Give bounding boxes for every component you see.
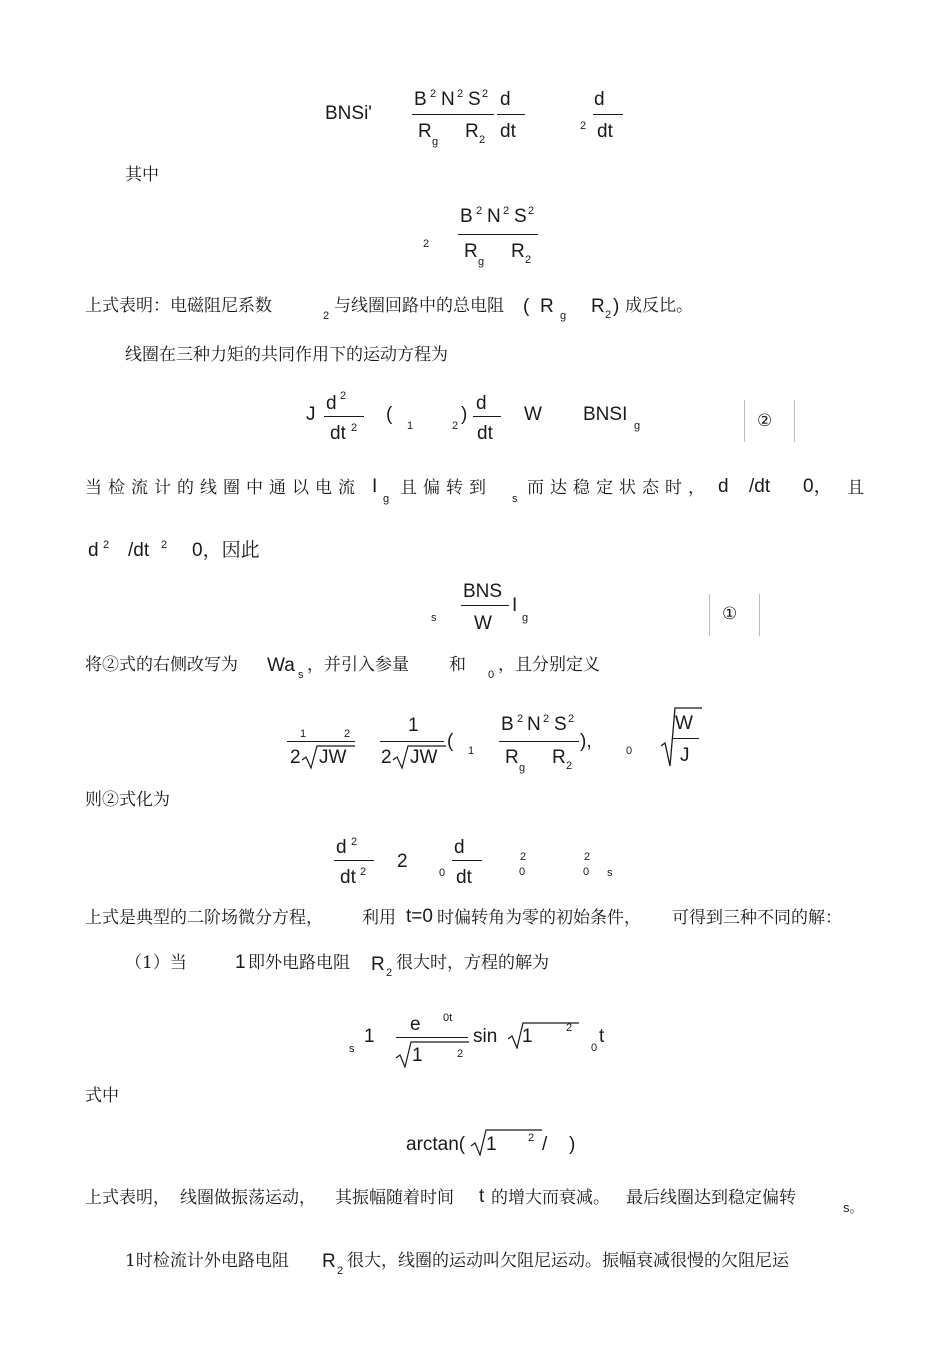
eq-damp-rg: R [464, 241, 478, 262]
eq-top-exp: 2 [457, 88, 464, 100]
text-case1c: 即外电路电阻 [248, 953, 350, 973]
text-line2: 线圈在三种力矩的共同作用下的运动方程为 [125, 345, 448, 365]
eq-damp-exp: 2 [528, 205, 535, 217]
d: d [454, 837, 465, 858]
one: 1 [408, 715, 419, 736]
text-line5d: ，且分别定义 [498, 655, 600, 675]
dt: dt [340, 867, 356, 888]
eq-damp-n: N [487, 206, 501, 227]
sub-0: 0 [591, 1042, 598, 1054]
text-line8e: 的增大而衰减。 [491, 1188, 610, 1208]
exp-2: 2 [568, 713, 575, 725]
exp-2: 2 [566, 1022, 573, 1034]
r-g: R [540, 296, 554, 317]
e: e [410, 1014, 421, 1035]
sub-0: 0 [488, 669, 495, 681]
eq-top-sub-2: 2 [479, 134, 486, 146]
s: S [554, 714, 567, 735]
eq-top-s: S [468, 89, 481, 110]
exp-2: 2 [528, 1132, 535, 1144]
one: 1 [486, 1134, 497, 1155]
text-line4: 0，因此 [192, 540, 260, 561]
one: 1 [364, 1026, 375, 1047]
text-line1a: 上式表明：电磁阻尼系数 [85, 296, 272, 316]
eq-top-sub-g: g [432, 136, 439, 148]
eq-top-r2: R [465, 121, 479, 142]
jw: JW [410, 747, 438, 768]
equation-tag-border [794, 400, 795, 442]
eq-top-d: d [594, 89, 605, 110]
fraction-bar [324, 416, 364, 417]
sub-2: 2 [337, 1265, 344, 1277]
sub-0: 0 [626, 745, 633, 757]
eq-damp-sub-g: g [478, 256, 485, 268]
sub-2: 2 [452, 420, 459, 432]
one: 1 [522, 1026, 533, 1047]
text-line9b: 很大，线圈的运动叫欠阻尼运动。振幅衰减很慢的欠阻尼运 [347, 1251, 789, 1271]
paren-close: ) [461, 404, 468, 425]
fraction-bar [287, 741, 355, 742]
text-line3b: 且偏转到 [400, 478, 492, 498]
eq-steady-i: I [512, 595, 518, 616]
t: t [599, 1026, 605, 1047]
dt: /dt [749, 476, 771, 497]
text-line8a: 上式表明， [85, 1188, 170, 1208]
paren-close: ) [569, 1134, 576, 1155]
exp-2: 2 [584, 851, 591, 863]
sub-g: g [519, 762, 526, 774]
text-qizhong: 其中 [125, 165, 159, 185]
text-line1b: 与线圈回路中的总电阻 [334, 296, 504, 316]
one: 1 [412, 1045, 423, 1066]
eq-damp-sub-2: 2 [525, 254, 532, 266]
text-line8b: 线圈做振荡运动， [180, 1188, 316, 1208]
sub-2: 2 [323, 310, 330, 322]
paren-close: ), [580, 731, 592, 752]
sub-g: g [634, 420, 641, 432]
equation-tag-border [759, 594, 760, 636]
eq-mot-dt: dt [477, 423, 493, 444]
fraction-bar [461, 605, 509, 606]
sub-s: s [512, 493, 518, 505]
sub-1: 1 [468, 745, 475, 757]
fraction-bar [499, 741, 579, 742]
text-line8c: 其振幅随着时间 [335, 1188, 454, 1208]
slash: / [542, 1134, 548, 1155]
exp-2: 2 [351, 836, 358, 848]
wa: Wa [267, 655, 295, 676]
eq-top-lhs: BNSi' [325, 103, 372, 124]
eq-mot-d: d [326, 393, 337, 414]
text-case1b: 1 [235, 952, 246, 973]
eq-top-rg: R [418, 121, 432, 142]
text-line1c: 成反比。 [625, 296, 693, 316]
two: 2 [381, 747, 392, 768]
r-2: R [591, 296, 605, 317]
eq-damp-exp: 2 [503, 205, 510, 217]
exp-0t: 0t [443, 1012, 453, 1024]
exp-2: 2 [457, 1048, 464, 1060]
sub-2: 2 [605, 309, 612, 321]
fraction-bar [412, 114, 494, 115]
fraction-bar [396, 1037, 468, 1038]
fraction-bar [497, 114, 525, 115]
sub-0: 0 [519, 866, 526, 878]
eq-mot-w: W [524, 404, 542, 425]
eq-top-sub-2: 2 [580, 120, 587, 132]
eq-top-dt: dt [500, 121, 516, 142]
two: 2 [290, 747, 301, 768]
sub-0: 0 [439, 867, 446, 879]
j: J [680, 745, 690, 766]
eq-top-b: B [414, 89, 427, 110]
zero: 0， [803, 476, 833, 497]
eq-damp-b: B [460, 206, 473, 227]
d: d [718, 476, 729, 497]
t: t [479, 1186, 485, 1207]
eq-mot-dt: dt [330, 423, 346, 444]
sub-s: s [298, 669, 304, 681]
sub-g: g [522, 612, 529, 624]
jw: JW [319, 747, 347, 768]
exp-2: 2 [360, 866, 367, 878]
fraction-bar [458, 234, 538, 235]
eq-damp-sub-2: 2 [423, 238, 430, 250]
eq-damp-exp: 2 [476, 205, 483, 217]
paren-open: ( [447, 731, 454, 752]
sub-0: 0 [583, 866, 590, 878]
r-2: R [552, 747, 566, 768]
r: R [371, 954, 385, 975]
text-qie: 且 [847, 478, 864, 498]
sub-s: s [349, 1043, 355, 1055]
text-line5a: 将②式的右侧改写为 [85, 655, 238, 675]
text-line5b: ，并引入参量 [307, 655, 409, 675]
equation-tag-1: ① [722, 604, 738, 624]
sub-2: 2 [386, 967, 393, 979]
text-case1d: 很大时，方程的解为 [396, 953, 549, 973]
dt: /dt [128, 540, 150, 561]
fraction-bar [593, 114, 623, 115]
text-line5c: 和 [449, 655, 466, 675]
fraction-bar [380, 741, 444, 742]
fraction-bar [473, 416, 501, 417]
eq-top-dt: dt [597, 121, 613, 142]
text-line3a: 当检流计的线圈中通以电流 [85, 478, 361, 498]
eq-top-exp: 2 [430, 88, 437, 100]
b: B [501, 714, 514, 735]
text-case1a: （1）当 [125, 953, 187, 973]
exp-2: 2 [103, 539, 110, 551]
eq-top-exp: 2 [482, 88, 489, 100]
r-g: R [505, 747, 519, 768]
w: W [675, 713, 693, 734]
text-shizhong: 式中 [85, 1086, 119, 1106]
eq-top-d: d [500, 89, 511, 110]
dt: dt [456, 867, 472, 888]
text-line6: 则②式化为 [85, 790, 170, 810]
d: d [336, 837, 347, 858]
exp-2: 2 [517, 713, 524, 725]
paren-open: ( [523, 296, 530, 317]
eq-steady-den: W [474, 613, 492, 634]
sub-2: 2 [566, 760, 573, 772]
sub-s: s [431, 612, 437, 624]
text-line7d: 时偏转角为零的初始条件， [437, 908, 641, 928]
sin: sin [473, 1026, 498, 1047]
sub-2: 2 [344, 728, 351, 740]
equation-tag-2: ② [757, 411, 773, 431]
eq-damp-s: S [514, 206, 527, 227]
fraction-bar [452, 860, 482, 861]
equation-tag-border [709, 594, 710, 636]
text-line9a: 1时检流计外电路电阻 [125, 1251, 289, 1271]
text-line7b: 利用 [362, 908, 396, 928]
exp-2: 2 [520, 851, 527, 863]
exp-2: 2 [543, 713, 550, 725]
sub-1: 1 [407, 420, 414, 432]
paren-close: ) [613, 296, 620, 317]
eq-mot-d: d [476, 393, 487, 414]
text-line7e: 可得到三种不同的解： [672, 908, 842, 928]
sub-s: s [607, 867, 613, 879]
exp-2: 2 [161, 539, 168, 551]
sub-g: g [560, 310, 567, 322]
eq-mot-exp: 2 [340, 390, 347, 402]
sub-g: g [383, 493, 390, 505]
arctan: arctan( [406, 1134, 466, 1155]
text-t0: t=0 [406, 906, 433, 927]
text-line8g: s。 [843, 1200, 863, 1215]
eq-mot-exp: 2 [351, 422, 358, 434]
two: 2 [397, 851, 408, 872]
text-line7a: 上式是典型的二阶场微分方程， [85, 908, 323, 928]
r: R [322, 1251, 336, 1272]
paren-open: ( [386, 404, 393, 425]
text-line3c: 而达稳定状态时， [527, 478, 711, 498]
d: d [88, 540, 99, 561]
eq-steady-num: BNS [463, 581, 503, 602]
eq-damp-r2: R [511, 241, 525, 262]
sub-1: 1 [300, 728, 307, 740]
fraction-bar [673, 738, 699, 739]
text-line8f: 最后线圈达到稳定偏转 [626, 1188, 796, 1208]
n: N [527, 714, 541, 735]
eq-top-n: N [441, 89, 455, 110]
eq-mot-j: J [306, 404, 316, 425]
current-i: I [372, 476, 378, 497]
fraction-bar [334, 860, 374, 861]
eq-mot-rhs: BNSI [583, 404, 628, 425]
equation-tag-border [744, 400, 745, 442]
